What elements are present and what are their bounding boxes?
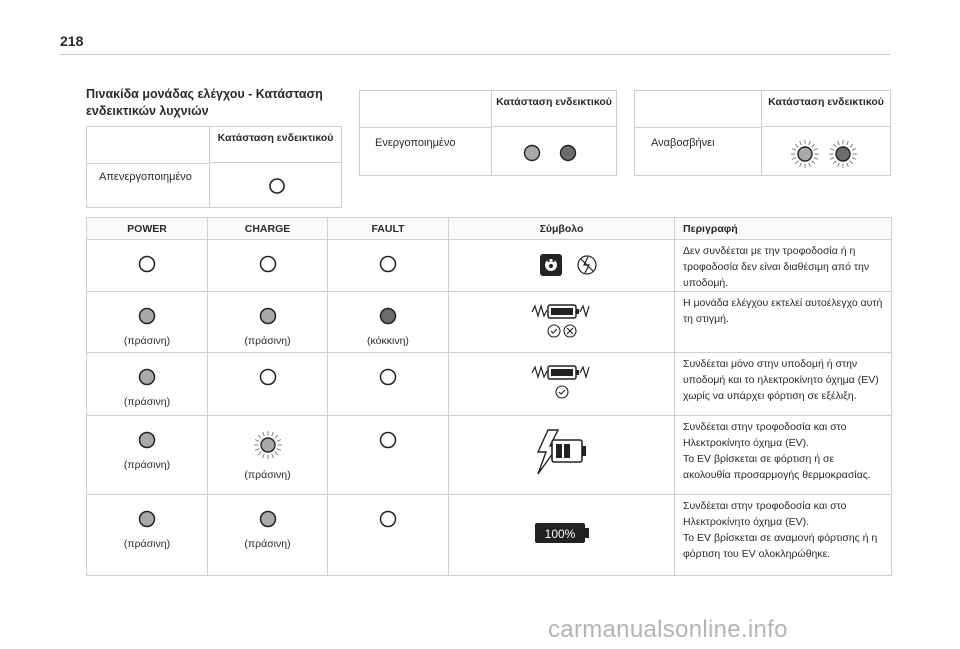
symbol-cell [449, 240, 675, 292]
indicator-off-icon [378, 509, 398, 529]
column-header-charge: CHARGE [208, 218, 328, 240]
description-cell [675, 292, 892, 353]
power-cell [87, 416, 208, 495]
lamp-caption: (πράσινη) [123, 459, 171, 471]
indicator-on-dark-icon [558, 143, 578, 163]
indicator-blinking-icon [253, 430, 283, 460]
indicator-off-icon [258, 254, 278, 274]
indicator-red-icon [378, 306, 398, 326]
lamp-caption: (πράσινη) [244, 538, 291, 550]
legend-on-box [359, 90, 617, 176]
table-row [87, 240, 892, 292]
lamp-caption: (κόκκινη) [367, 335, 409, 347]
battery-charging-icon [502, 426, 622, 482]
power-cell [87, 240, 208, 292]
indicator-green-icon [258, 509, 278, 529]
symbol-cell [449, 416, 675, 495]
self-test-icon [502, 298, 622, 342]
indicator-green-icon [258, 306, 278, 326]
column-header-fault: FAULT [328, 218, 449, 240]
indicator-green-icon [137, 367, 157, 387]
legend-blink-box [634, 90, 891, 176]
fault-cell [328, 292, 449, 353]
description-text: Συνδέεται μόνο στην υποδομή ή στην υποδομή και το ηλεκτροκίνητο όχημα (EV) χωρίς να υπάρχει φόρτιση σε εξέλιξη. [683, 358, 879, 402]
legend-on-label: Ενεργοποιημένο [375, 137, 456, 149]
indicator-off-icon [378, 254, 398, 274]
indicator-green-icon [137, 306, 157, 326]
indicator-blink-dark-icon [828, 139, 858, 169]
description-text: Η μονάδα ελέγχου εκτελεί αυτοέλεγχο αυτή τη στιγμή. [683, 297, 883, 325]
header-divider [60, 54, 890, 55]
watermark: carmanualsonline.info [548, 616, 788, 643]
indicator-off-icon [137, 254, 157, 274]
description-text: Δεν συνδέεται με την τροφοδοσία ή η τροφοδοσία δεν είναι διαθέσιμη από την υποδομή. [683, 245, 870, 289]
indicator-off-icon [378, 367, 398, 387]
lamp-caption: (πράσινη) [123, 396, 171, 408]
battery-percent-label: 100% [544, 527, 575, 541]
legend-on-header: Κατάσταση ενδεικτικού [491, 91, 617, 127]
description-cell [675, 353, 892, 416]
lamp-caption: (πράσινη) [244, 469, 291, 481]
legend-off-label: Απενεργοποιημένο [99, 171, 192, 183]
indicator-green-icon [137, 430, 157, 450]
column-header-symbol: Σύμβολο [449, 218, 675, 240]
table-row [87, 495, 892, 576]
indicator-off-icon [258, 367, 278, 387]
table-header-row [87, 218, 892, 240]
charge-cell [208, 353, 328, 416]
description-cell [675, 495, 892, 576]
power-cell [87, 495, 208, 576]
legend-blink-header: Κατάσταση ενδεικτικού [761, 91, 891, 127]
charge-cell [208, 416, 328, 495]
legend-off-box [86, 126, 342, 208]
indicator-on-grey-icon [522, 143, 542, 163]
fault-cell [328, 416, 449, 495]
charge-cell [208, 495, 328, 576]
table-row [87, 416, 892, 495]
legend-off-header: Κατάσταση ενδεικτικού [209, 127, 342, 163]
table-row [87, 292, 892, 353]
table-row [87, 353, 892, 416]
indicator-status-table [86, 217, 892, 576]
description-cell [675, 416, 892, 495]
indicator-off-icon [378, 430, 398, 450]
symbol-cell [449, 495, 675, 576]
no-power-icon [502, 244, 622, 284]
battery-full-icon [502, 517, 622, 557]
column-header-description: Περιγραφή [675, 218, 892, 240]
symbol-cell [449, 292, 675, 353]
lamp-caption: (πράσινη) [244, 335, 291, 347]
indicator-off-icon [268, 177, 286, 195]
fault-cell [328, 353, 449, 416]
description-text: Συνδέεται στην τροφοδοσία και στο Ηλεκτροκίνητο όχημα (EV). Το EV βρίσκεται σε φόρτιση ή σε ακολουθία προσαρμογής θερμοκρασίας. [683, 421, 871, 481]
power-cell [87, 353, 208, 416]
indicator-blink-grey-icon [790, 139, 820, 169]
connected-no-ev-icon [502, 359, 622, 403]
charge-cell [208, 292, 328, 353]
lamp-caption: (πράσινη) [123, 335, 171, 347]
charge-cell [208, 240, 328, 292]
indicator-green-icon [137, 509, 157, 529]
lamp-caption: (πράσινη) [123, 538, 171, 550]
symbol-cell [449, 353, 675, 416]
description-cell [675, 240, 892, 292]
power-cell [87, 292, 208, 353]
description-text: Συνδέεται στην τροφοδοσία και στο Ηλεκτροκίνητο όχημα (EV). Το EV βρίσκεται σε αναμονή φόρτισης ή η φόρτιση του EV ολοκληρώθηκε. [683, 500, 878, 560]
column-header-power: POWER [87, 218, 208, 240]
fault-cell [328, 240, 449, 292]
page-number: 218 [60, 33, 84, 49]
fault-cell [328, 495, 449, 576]
legend-blink-label: Αναβοσβήνει [651, 137, 715, 149]
section-heading: Πινακίδα μονάδας ελέγχου - Κατάσταση ενδεικτικών λυχνιών [86, 87, 323, 118]
